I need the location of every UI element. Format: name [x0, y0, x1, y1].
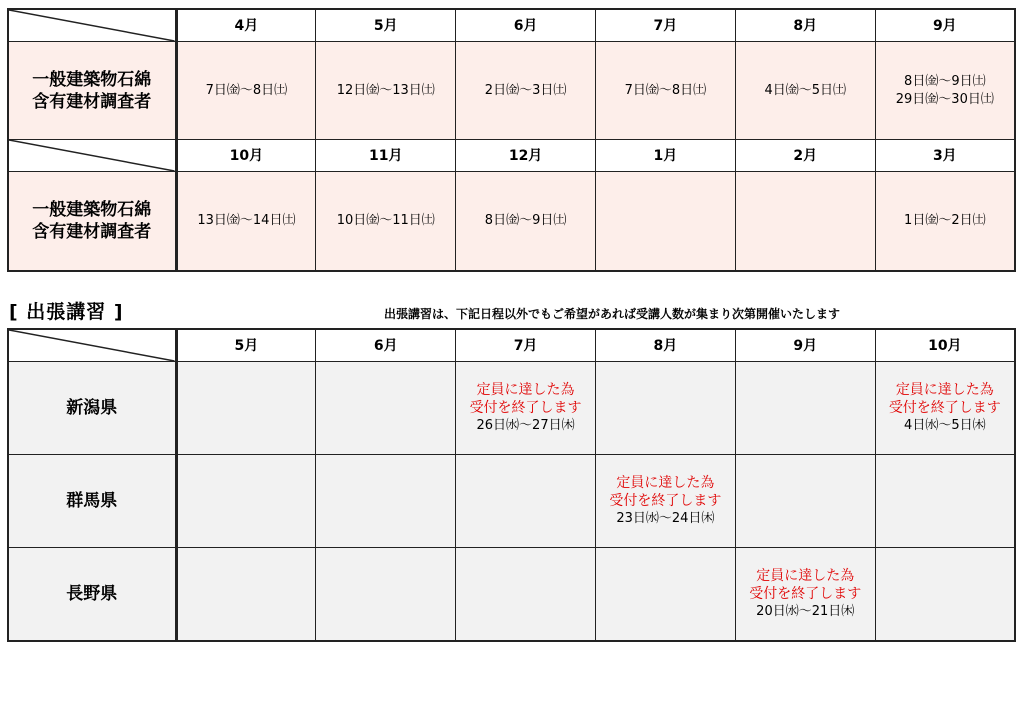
date-cell: [595, 42, 735, 140]
trip-cell: [456, 455, 596, 548]
table-row: [8, 362, 1015, 455]
course-label-line: 一般建築物石綿: [32, 199, 152, 220]
month-header: 8月: [595, 329, 735, 362]
trip-cell: [875, 362, 1015, 455]
diagonal-line: [9, 140, 175, 171]
full-notice: 受付を終了します: [888, 400, 1001, 416]
month-header: 2月: [735, 140, 875, 172]
trip-cell: [595, 362, 735, 455]
date-cell: [875, 42, 1015, 140]
date-text: 20日㈬～21日㈭: [756, 603, 855, 619]
trip-cell: [176, 548, 316, 641]
trip-cell: [316, 548, 456, 641]
business-trip-table: [7, 328, 1016, 642]
trip-cell: [735, 548, 875, 641]
trip-cell: [316, 362, 456, 455]
month-header: 5月: [176, 329, 316, 362]
prefecture-label: 長野県: [8, 548, 176, 641]
date-cell: [735, 42, 875, 140]
month-header: 6月: [456, 9, 596, 42]
trip-cell: [875, 455, 1015, 548]
trip-cell: [456, 548, 596, 641]
month-header: 4月: [176, 9, 316, 42]
course-label-line: 一般建築物石綿: [32, 69, 152, 90]
month-header: 7月: [595, 9, 735, 42]
table-row: [8, 455, 1015, 548]
date-text: 2日㈮～3日㈯: [484, 82, 567, 98]
date-text: 10日㈮～11日㈯: [336, 212, 435, 228]
business-trip-title: [ 出張講習 ]: [9, 301, 124, 323]
trip-cell: [735, 362, 875, 455]
diagonal-line: [9, 10, 175, 41]
date-text: 7日㈮～8日㈯: [205, 82, 288, 98]
date-text: 8日㈮～9日㈯: [904, 73, 986, 89]
date-text: 13日㈮～14日㈯: [197, 212, 296, 228]
month-header: 1月: [595, 140, 735, 172]
trip-cell: [735, 455, 875, 548]
table-row: [8, 548, 1015, 641]
course-label-line: 含有建材調査者: [32, 91, 152, 112]
month-header: 9月: [875, 9, 1015, 42]
trip-cell: [316, 455, 456, 548]
trip-cell: [595, 548, 735, 641]
header-corner-cell: [8, 329, 176, 362]
month-header: 11月: [316, 140, 456, 172]
full-notice: 定員に達した為: [756, 567, 855, 584]
date-text: 4日㈬～5日㈭: [904, 418, 986, 433]
date-text: 26日㈬～27日㈭: [476, 418, 575, 433]
month-header: 8月: [735, 9, 875, 42]
trip-cell: [176, 455, 316, 548]
full-notice: 定員に達した為: [895, 382, 994, 398]
date-text: 23日㈬～24日㈭: [616, 511, 715, 526]
date-text: 29日㈮～30日㈯: [895, 91, 994, 107]
diagonal-line: [9, 330, 175, 361]
course-label-line: 含有建材調査者: [32, 221, 152, 242]
date-cell: [456, 42, 596, 140]
trip-cell: [595, 455, 735, 548]
date-text: 8日㈮～9日㈯: [484, 212, 567, 228]
date-cell: [456, 172, 596, 271]
full-notice: 受付を終了します: [749, 585, 862, 602]
prefecture-label: 新潟県: [8, 362, 176, 455]
schedule-table: [7, 8, 1016, 272]
full-notice: 受付を終了します: [469, 400, 582, 416]
date-text: 4日㈮～5日㈯: [764, 82, 846, 98]
month-header: 6月: [316, 329, 456, 362]
date-text: 1日㈮～2日㈯: [904, 212, 986, 228]
month-header: 5月: [316, 9, 456, 42]
date-cell: [595, 172, 735, 271]
prefecture-label: 群馬県: [8, 455, 176, 548]
date-text: 7日㈮～8日㈯: [624, 82, 707, 98]
header-corner-cell: [8, 140, 176, 172]
course-label: [8, 42, 176, 140]
full-notice: 定員に達した為: [616, 475, 715, 491]
date-cell: [316, 42, 456, 140]
date-cell: [875, 172, 1015, 271]
trip-cell: [176, 362, 316, 455]
course-label: [8, 172, 176, 271]
trip-cell: [456, 362, 596, 455]
month-header: 9月: [735, 329, 875, 362]
date-cell: [735, 172, 875, 271]
trip-cell: [875, 548, 1015, 641]
full-notice: 受付を終了します: [609, 493, 722, 509]
full-notice: 定員に達した為: [476, 382, 575, 398]
date-cell: [316, 172, 456, 271]
date-cell: [176, 42, 316, 140]
date-text: 12日㈮～13日㈯: [336, 82, 435, 98]
business-trip-note: 出張講習は、下記日程以外でもご希望があれば受講人数が集まり次第開催いたします: [384, 307, 841, 321]
header-corner-cell: [8, 9, 176, 42]
month-header: 10月: [875, 329, 1015, 362]
date-cell: [176, 172, 316, 271]
month-header: 12月: [456, 140, 596, 172]
month-header: 3月: [875, 140, 1015, 172]
month-header: 10月: [176, 140, 316, 172]
month-header: 7月: [456, 329, 596, 362]
